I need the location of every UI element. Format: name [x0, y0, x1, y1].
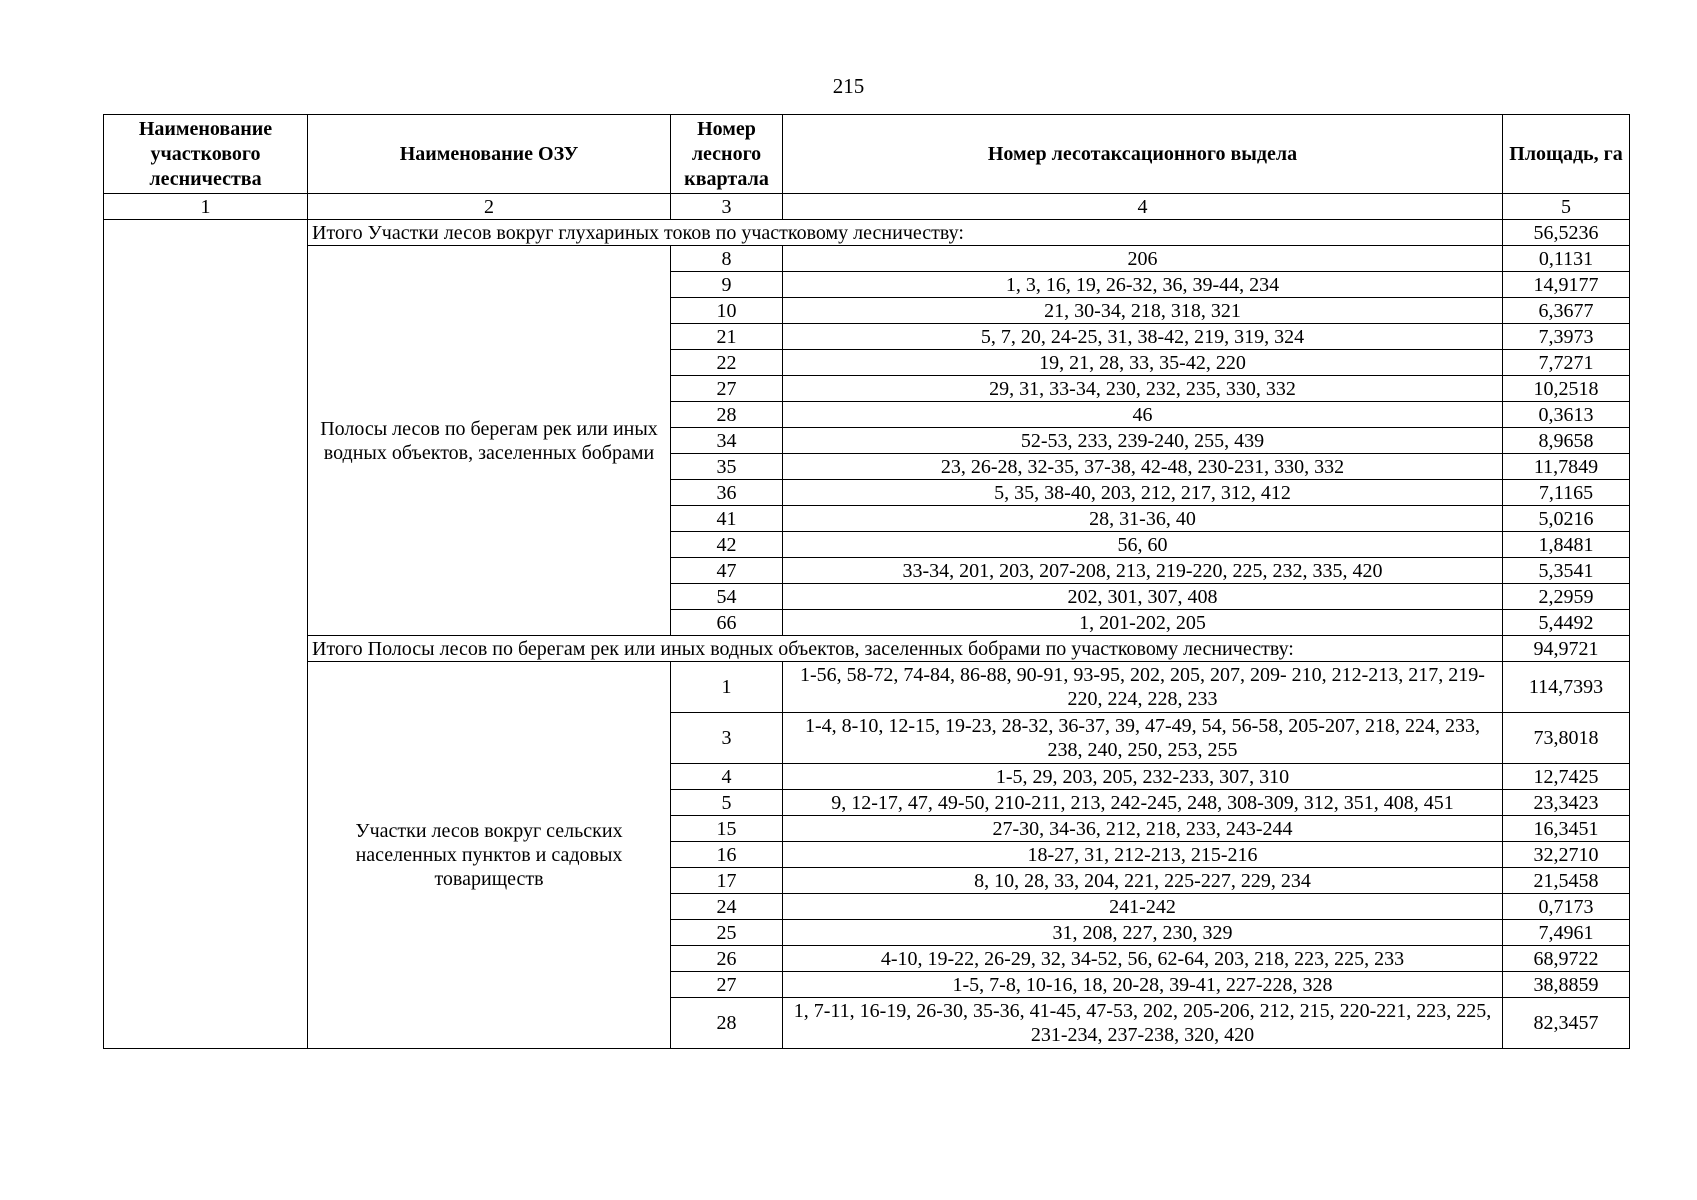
kvartal-cell: 27: [671, 376, 783, 402]
kvartal-cell: 36: [671, 480, 783, 506]
area-cell: 8,9658: [1503, 428, 1630, 454]
area-cell: 7,7271: [1503, 350, 1630, 376]
kvartal-cell: 25: [671, 920, 783, 946]
area-cell: 38,8859: [1503, 972, 1630, 998]
total-label: Итого Полосы лесов по берегам рек или иных водных объектов, заселенных бобрами по участковому лесничеству:: [308, 636, 1503, 662]
vydel-cell: 1, 201-202, 205: [783, 610, 1503, 636]
column-number-row: [104, 194, 1630, 220]
kvartal-cell: 1: [671, 662, 783, 713]
area-cell: 7,3973: [1503, 324, 1630, 350]
kvartal-cell: 54: [671, 584, 783, 610]
area-cell: 6,3677: [1503, 298, 1630, 324]
kvartal-cell: 22: [671, 350, 783, 376]
total-label: Итого Участки лесов вокруг глухариных токов по участковому лесничеству:: [308, 220, 1503, 246]
kvartal-cell: 35: [671, 454, 783, 480]
kvartal-cell: 66: [671, 610, 783, 636]
area-cell: 0,1131: [1503, 246, 1630, 272]
area-cell: 5,0216: [1503, 506, 1630, 532]
area-cell: 7,1165: [1503, 480, 1630, 506]
forestry-cell: [104, 220, 308, 1049]
ozu-name-cell: Полосы лесов по берегам рек или иных водных объектов, заселенных бобрами: [308, 246, 671, 636]
column-number: 2: [308, 194, 671, 220]
kvartal-cell: 16: [671, 842, 783, 868]
vydel-cell: 206: [783, 246, 1503, 272]
vydel-cell: 19, 21, 28, 33, 35-42, 220: [783, 350, 1503, 376]
ozu-name-cell: Участки лесов вокруг сельских населенных пунктов и садовых товариществ: [308, 662, 671, 1049]
vydel-cell: 56, 60: [783, 532, 1503, 558]
kvartal-cell: 34: [671, 428, 783, 454]
vydel-cell: 5, 35, 38-40, 203, 212, 217, 312, 412: [783, 480, 1503, 506]
column-number: 5: [1503, 194, 1630, 220]
vydel-cell: 52-53, 233, 239-240, 255, 439: [783, 428, 1503, 454]
area-cell: 23,3423: [1503, 790, 1630, 816]
kvartal-cell: 10: [671, 298, 783, 324]
header-kvartal: Номер лесного квартала: [671, 115, 783, 194]
vydel-cell: 241-242: [783, 894, 1503, 920]
vydel-cell: 1-5, 29, 203, 205, 232-233, 307, 310: [783, 764, 1503, 790]
column-number: 4: [783, 194, 1503, 220]
kvartal-cell: 47: [671, 558, 783, 584]
kvartal-cell: 3: [671, 713, 783, 764]
area-cell: 114,7393: [1503, 662, 1630, 713]
area-cell: 5,3541: [1503, 558, 1630, 584]
area-cell: 2,2959: [1503, 584, 1630, 610]
vydel-cell: 18-27, 31, 212-213, 215-216: [783, 842, 1503, 868]
vydel-cell: 5, 7, 20, 24-25, 31, 38-42, 219, 319, 324: [783, 324, 1503, 350]
header-ozu-name: Наименование ОЗУ: [308, 115, 671, 194]
ozu-table: [103, 114, 1630, 1049]
kvartal-cell: 28: [671, 998, 783, 1049]
area-cell: 0,7173: [1503, 894, 1630, 920]
header-area: Площадь, га: [1503, 115, 1630, 194]
total-row: [104, 636, 1630, 662]
area-cell: 14,9177: [1503, 272, 1630, 298]
header-row: [104, 115, 1630, 194]
vydel-cell: 33-34, 201, 203, 207-208, 213, 219-220, 225, 232, 335, 420: [783, 558, 1503, 584]
kvartal-cell: 24: [671, 894, 783, 920]
kvartal-cell: 27: [671, 972, 783, 998]
kvartal-cell: 41: [671, 506, 783, 532]
kvartal-cell: 42: [671, 532, 783, 558]
area-cell: 16,3451: [1503, 816, 1630, 842]
vydel-cell: 46: [783, 402, 1503, 428]
area-cell: 5,4492: [1503, 610, 1630, 636]
kvartal-cell: 5: [671, 790, 783, 816]
area-cell: 21,5458: [1503, 868, 1630, 894]
vydel-cell: 1, 7-11, 16-19, 26-30, 35-36, 41-45, 47-53, 202, 205-206, 212, 215, 220-221, 223, 225, 231-234, 237-238, 320, 420: [783, 998, 1503, 1049]
area-cell: 73,8018: [1503, 713, 1630, 764]
vydel-cell: 8, 10, 28, 33, 204, 221, 225-227, 229, 234: [783, 868, 1503, 894]
vydel-cell: 28, 31-36, 40: [783, 506, 1503, 532]
kvartal-cell: 21: [671, 324, 783, 350]
kvartal-cell: 28: [671, 402, 783, 428]
vydel-cell: 21, 30-34, 218, 318, 321: [783, 298, 1503, 324]
kvartal-cell: 9: [671, 272, 783, 298]
vydel-cell: 4-10, 19-22, 26-29, 32, 34-52, 56, 62-64, 203, 218, 223, 225, 233: [783, 946, 1503, 972]
vydel-cell: 1-5, 7-8, 10-16, 18, 20-28, 39-41, 227-228, 328: [783, 972, 1503, 998]
area-cell: 68,9722: [1503, 946, 1630, 972]
total-row: [104, 220, 1630, 246]
kvartal-cell: 8: [671, 246, 783, 272]
column-number: 3: [671, 194, 783, 220]
vydel-cell: 1-4, 8-10, 12-15, 19-23, 28-32, 36-37, 39, 47-49, 54, 56-58, 205-207, 218, 224, 233, 238, 240, 250, 253, 255: [783, 713, 1503, 764]
header-vydel: Номер лесотаксационного выдела: [783, 115, 1503, 194]
vydel-cell: 1, 3, 16, 19, 26-32, 36, 39-44, 234: [783, 272, 1503, 298]
vydel-cell: 23, 26-28, 32-35, 37-38, 42-48, 230-231, 330, 332: [783, 454, 1503, 480]
kvartal-cell: 4: [671, 764, 783, 790]
kvartal-cell: 26: [671, 946, 783, 972]
area-cell: 12,7425: [1503, 764, 1630, 790]
area-cell: 82,3457: [1503, 998, 1630, 1049]
area-cell: 0,3613: [1503, 402, 1630, 428]
area-cell: 32,2710: [1503, 842, 1630, 868]
vydel-cell: 1-56, 58-72, 74-84, 86-88, 90-91, 93-95, 202, 205, 207, 209- 210, 212-213, 217, 219-220, 224, 228, 233: [783, 662, 1503, 713]
vydel-cell: 27-30, 34-36, 212, 218, 233, 243-244: [783, 816, 1503, 842]
table-row: [104, 662, 1630, 713]
table-row: [104, 246, 1630, 272]
header-forestry: Наименование участкового лесничества: [104, 115, 308, 194]
area-cell: 10,2518: [1503, 376, 1630, 402]
area-cell: 7,4961: [1503, 920, 1630, 946]
vydel-cell: 202, 301, 307, 408: [783, 584, 1503, 610]
kvartal-cell: 17: [671, 868, 783, 894]
area-cell: 11,7849: [1503, 454, 1630, 480]
vydel-cell: 31, 208, 227, 230, 329: [783, 920, 1503, 946]
vydel-cell: 9, 12-17, 47, 49-50, 210-211, 213, 242-245, 248, 308-309, 312, 351, 408, 451: [783, 790, 1503, 816]
vydel-cell: 29, 31, 33-34, 230, 232, 235, 330, 332: [783, 376, 1503, 402]
area-cell: 1,8481: [1503, 532, 1630, 558]
total-value: 94,9721: [1503, 636, 1630, 662]
column-number: 1: [104, 194, 308, 220]
total-value: 56,5236: [1503, 220, 1630, 246]
kvartal-cell: 15: [671, 816, 783, 842]
page-number: 215: [832, 74, 865, 98]
